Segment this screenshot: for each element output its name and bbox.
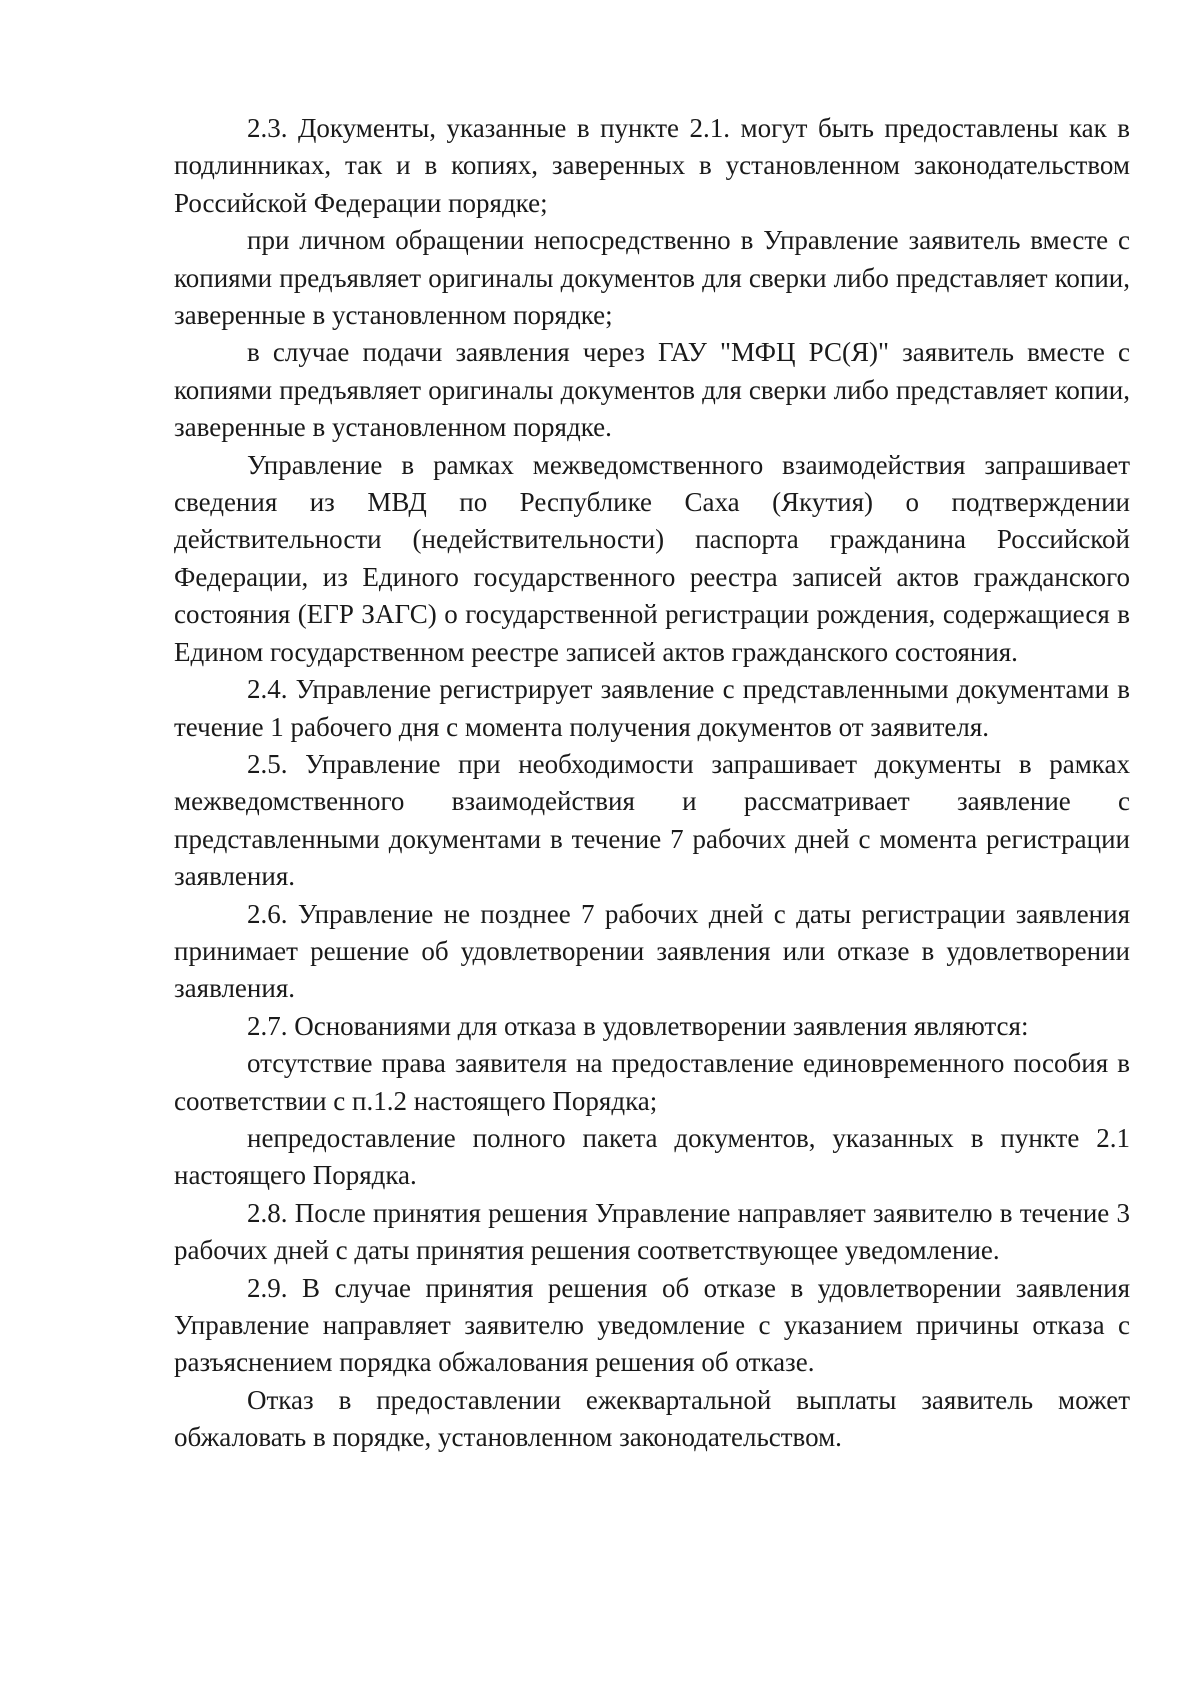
paragraph-2-8: 2.8. После принятия решения Управление направляет заявителю в течение 3 рабочих дней с даты принятия решения соответствующее уведомление. [174, 1197, 1130, 1266]
paragraph-mfc-submission: в случае подачи заявления через ГАУ "МФЦ РС(Я)" заявитель вместе с копиями предъявляет оригиналы документов для сверки либо представляет копии, заверенные в установленном порядке. [174, 337, 1130, 443]
paragraph-personal-visit: при личном обращении непосредственно в Управление заявитель вместе с копиями предъявляет оригиналы документов для сверки либо представляет копии, заверенные в установленном порядке; [174, 225, 1130, 331]
paragraph-refusal-reason-1: отсутствие права заявителя на предоставление единовременного пособия в соответствии с п.1.2 настоящего Порядка; [174, 1048, 1130, 1116]
paragraph-interagency-request: Управление в рамках межведомственного взаимодействия запрашивает сведения из МВД по Республике Саха (Якутия) о подтверждении действительности (недействительности) паспорта гражданина Российской Федерации, из Единого государственного реестра записей актов гражданского состояния (ЕГР ЗАГС) о государственной регистрации рождения, содержащиеся в Едином государственном реестре записей актов гражданского состояния. [174, 449, 1130, 667]
paragraph-appeal: Отказ в предоставлении ежеквартальной выплаты заявитель может обжаловать в порядке, установленном законодательством. [174, 1384, 1130, 1453]
paragraph-2-9: 2.9. В случае принятия решения об отказе в удовлетворении заявления Управление направляет заявителю уведомление с указанием причины отказа с разъяснением порядка обжалования решения об отказе. [174, 1272, 1130, 1378]
paragraph-2-5: 2.5. Управление при необходимости запрашивает документы в рамках межведомственного взаимодействия и рассматривает заявление с представленными документами в течение 7 рабочих дней с момента регистрации заявления. [174, 748, 1130, 892]
paragraph-2-7: 2.7. Основаниями для отказа в удовлетворении заявления являются: [247, 1010, 1029, 1041]
document-body [174, 110, 1130, 1457]
paragraph-refusal-reason-2: непредоставление полного пакета документов, указанных в пункте 2.1 настоящего Порядка. [174, 1122, 1130, 1191]
paragraph-2-6: 2.6. Управление не позднее 7 рабочих дней с даты регистрации заявления принимает решение об удовлетворении заявления или отказе в удовлетворении заявления. [174, 898, 1130, 1004]
paragraph-2-3: 2.3. Документы, указанные в пункте 2.1. могут быть предоставлены как в подлинниках, так и в копиях, заверенных в установленном законодательством Российской Федерации порядке; [174, 113, 1130, 218]
paragraph-2-4: 2.4. Управление регистрирует заявление с представленными документами в течение 1 рабочего дня с момента получения документов от заявителя. [174, 674, 1130, 742]
